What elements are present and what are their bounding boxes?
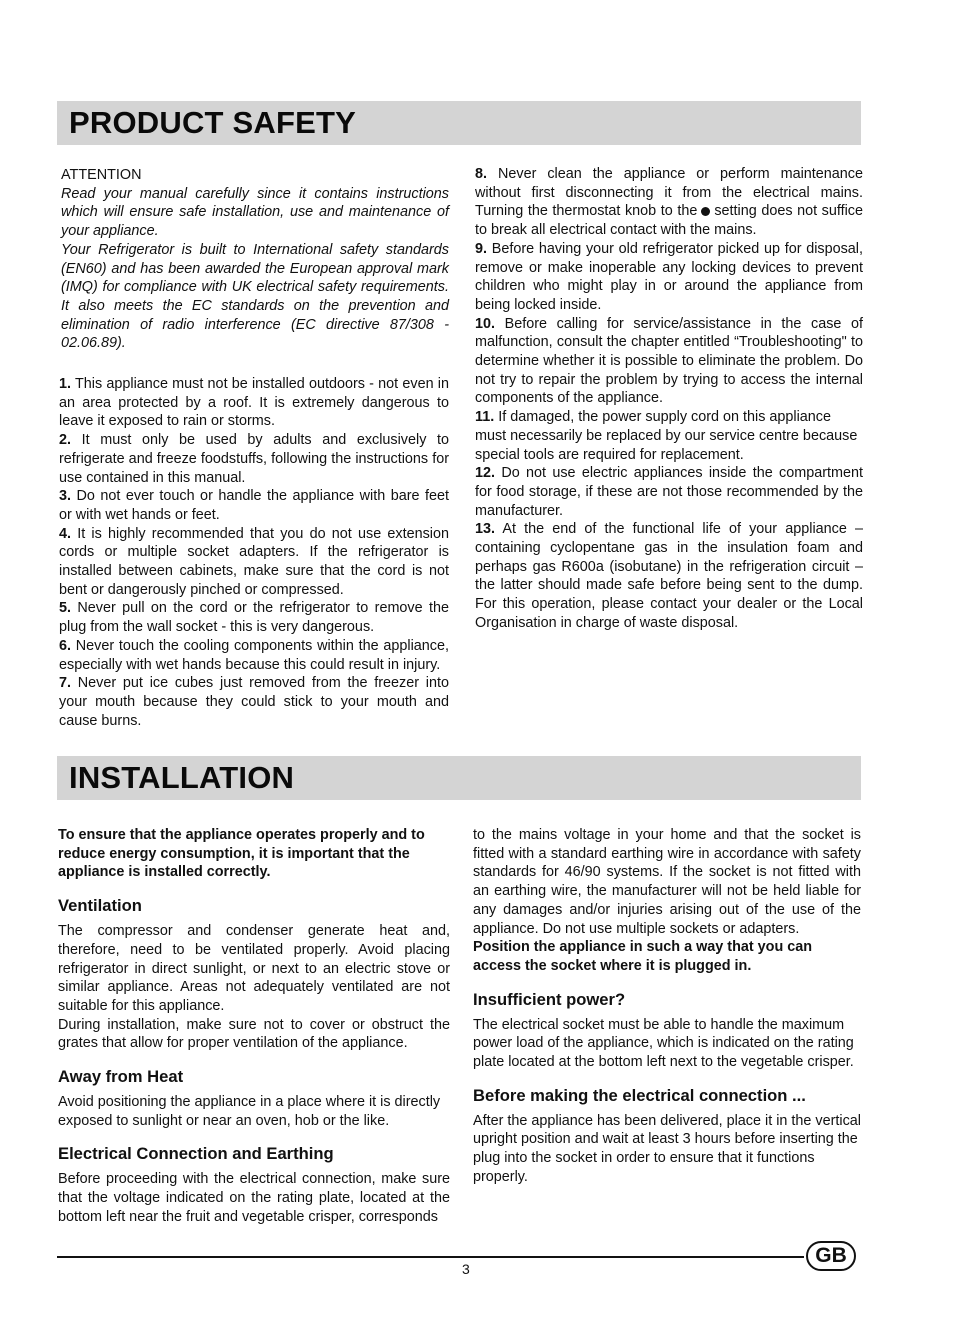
safety-item: 11. If damaged, the power supply cord on this appliance must necessarily be replaced by our service centre because special tools are required for replacement. <box>475 409 858 463</box>
installation-title: INSTALLATION <box>69 760 295 795</box>
country-badge: GB <box>806 1241 856 1271</box>
attention-label: ATTENTION <box>61 167 142 183</box>
installation-left-column <box>58 826 450 1227</box>
installation-banner <box>57 756 861 800</box>
safety-item: 3. Do not ever touch or handle the appliance with bare feet or with wet hands or feet. <box>59 488 450 523</box>
safety-item: 9. Before having your old refrigerator picked up for disposal, remove or make inoperable any locking devices to prevent children who might play in or around the appliance from being locked inside. <box>475 240 863 313</box>
safety-item: 12. Do not use electric appliances inside the compartment for food storage, if these are not those recommended by the manufacturer. <box>475 465 864 519</box>
product-safety-banner <box>57 101 861 145</box>
safety-item: 1. This appliance must not be installed outdoors - not even in an area protected by a roof. It is extremely dangerous to leave it exposed to rain or storms. <box>59 376 449 430</box>
attention-text: Read your manual carefully since it contains instructions which will ensure safe installation, use and maintenance of your appliance. <box>61 185 449 240</box>
before-connection-heading: Before making the electrical connection ... <box>473 1085 806 1105</box>
electrical-connection-heading: Electrical Connection and Earthing <box>58 1144 334 1164</box>
safety-item: 7. Never put ice cubes just removed from the freezer into your mouth because they could stick to your mouth and cause burns. <box>59 675 449 729</box>
installation-right-column <box>473 826 861 1187</box>
ventilation-text-2: During installation, make sure not to cover or obstruct the grates that allow for proper ventilation of the appliance. <box>58 1016 450 1052</box>
standards-text: Your Refrigerator is built to International safety standards (EN60) and has been awarded the European approval mark (IMQ) for compliance with UK electrical safety requirements. It also meets the EC standards on the prevention and elimination of radio interference (EC directive 87/308 - 02.06.89). <box>61 241 449 352</box>
safety-item: 2. It must only be used by adults and exclusively to refrigerate and freeze foodstuffs, following the instructions for use contained in this manual. <box>59 432 450 486</box>
installation-intro: To ensure that the appliance operates properly and to reduce energy consumption, it is important that the appliance is installed correctly. <box>58 827 425 881</box>
away-from-heat-heading: Away from Heat <box>58 1067 184 1087</box>
safety-item: 13. At the end of the functional life of your appliance – containing cyclopentane gas in the insulation foam and perhaps gas R600a (isobutane) in the refrigeration circuit – the latter should made safe before being sent to the dump. For this operation, please contact your dealer or the Local Organisation in charge of waste disposal. <box>475 521 863 631</box>
socket-access-note: Position the appliance in such a way that you can access the socket where it is plugged in. <box>473 939 813 974</box>
insufficient-power-text: The electrical socket must be able to handle the maximum power load of the appliance, which is indicated on the rating plate located at the bottom left next to the vegetable crisper. <box>473 1016 854 1071</box>
safety-item: 6. Never touch the cooling components within the appliance, especially with wet hands because this could result in injury. <box>59 637 449 673</box>
page-number: 3 <box>462 1261 470 1277</box>
safety-item: 8. Never clean the appliance or perform maintenance without first disconnecting it from the electrical mains. Turning the thermostat knob to the setting does not suffice to break all electrical contact with the mains. <box>475 166 864 239</box>
safety-item: 10. Before calling for service/assistance in the case of malfunction, consult the chapter entitled “Troubleshooting" to determine whether it is possible to eliminate the problem. Do not try to repair the problem by trying to access the internal components of the appliance. <box>475 315 864 407</box>
thermostat-off-dot-icon <box>701 207 710 216</box>
before-connection-text: After the appliance has been delivered, place it in the vertical upright position and wait at least 3 hours before inserting the plug into the socket in order to ensure that it functions properly. <box>473 1112 861 1185</box>
electrical-connection-text: Before proceeding with the electrical connection, make sure that the voltage indicated on the rating plate, located at the bottom left near the fruit and vegetable crisper, corresponds <box>58 1171 450 1225</box>
footer-rule <box>57 1256 804 1258</box>
electrical-connection-continued: to the mains voltage in your home and that the socket is fitted with a standard earthing wire in accordance with safety standards for 46/90 systems. If the socket is not fitted with an earthing wire, the manufacturer will not be held liable for any damages and/or injuries arising out of the use of the appliance. Do not use multiple sockets or adapters. <box>473 827 861 937</box>
safety-right-column <box>475 165 863 633</box>
product-safety-title: PRODUCT SAFETY <box>69 105 356 140</box>
safety-item: 4. It is highly recommended that you do not use extension cords or multiple socket adapters. If the refrigerator is installed between cabinets, make sure that the cord is not bent or dangerously pinched or compressed. <box>59 525 449 598</box>
insufficient-power-heading: Insufficient power? <box>473 989 626 1009</box>
ventilation-text: The compressor and condenser generate heat and, therefore, need to be ventilated properly. Avoid placing refrigerator in direct sunlight, or next to an electric stove or similar appliance. Areas not adequately ventilated are not suitable for this appliance. <box>58 923 450 1014</box>
away-from-heat-text: Avoid positioning the appliance in a place where it is directly exposed to sunlight or near an oven, hob or the like. <box>58 1094 441 1129</box>
safety-item: 5. Never pull on the cord or the refrigerator to remove the plug from the wall socket - this is very dangerous. <box>59 600 450 636</box>
ventilation-heading: Ventilation <box>58 896 142 916</box>
safety-left-column <box>59 166 449 730</box>
